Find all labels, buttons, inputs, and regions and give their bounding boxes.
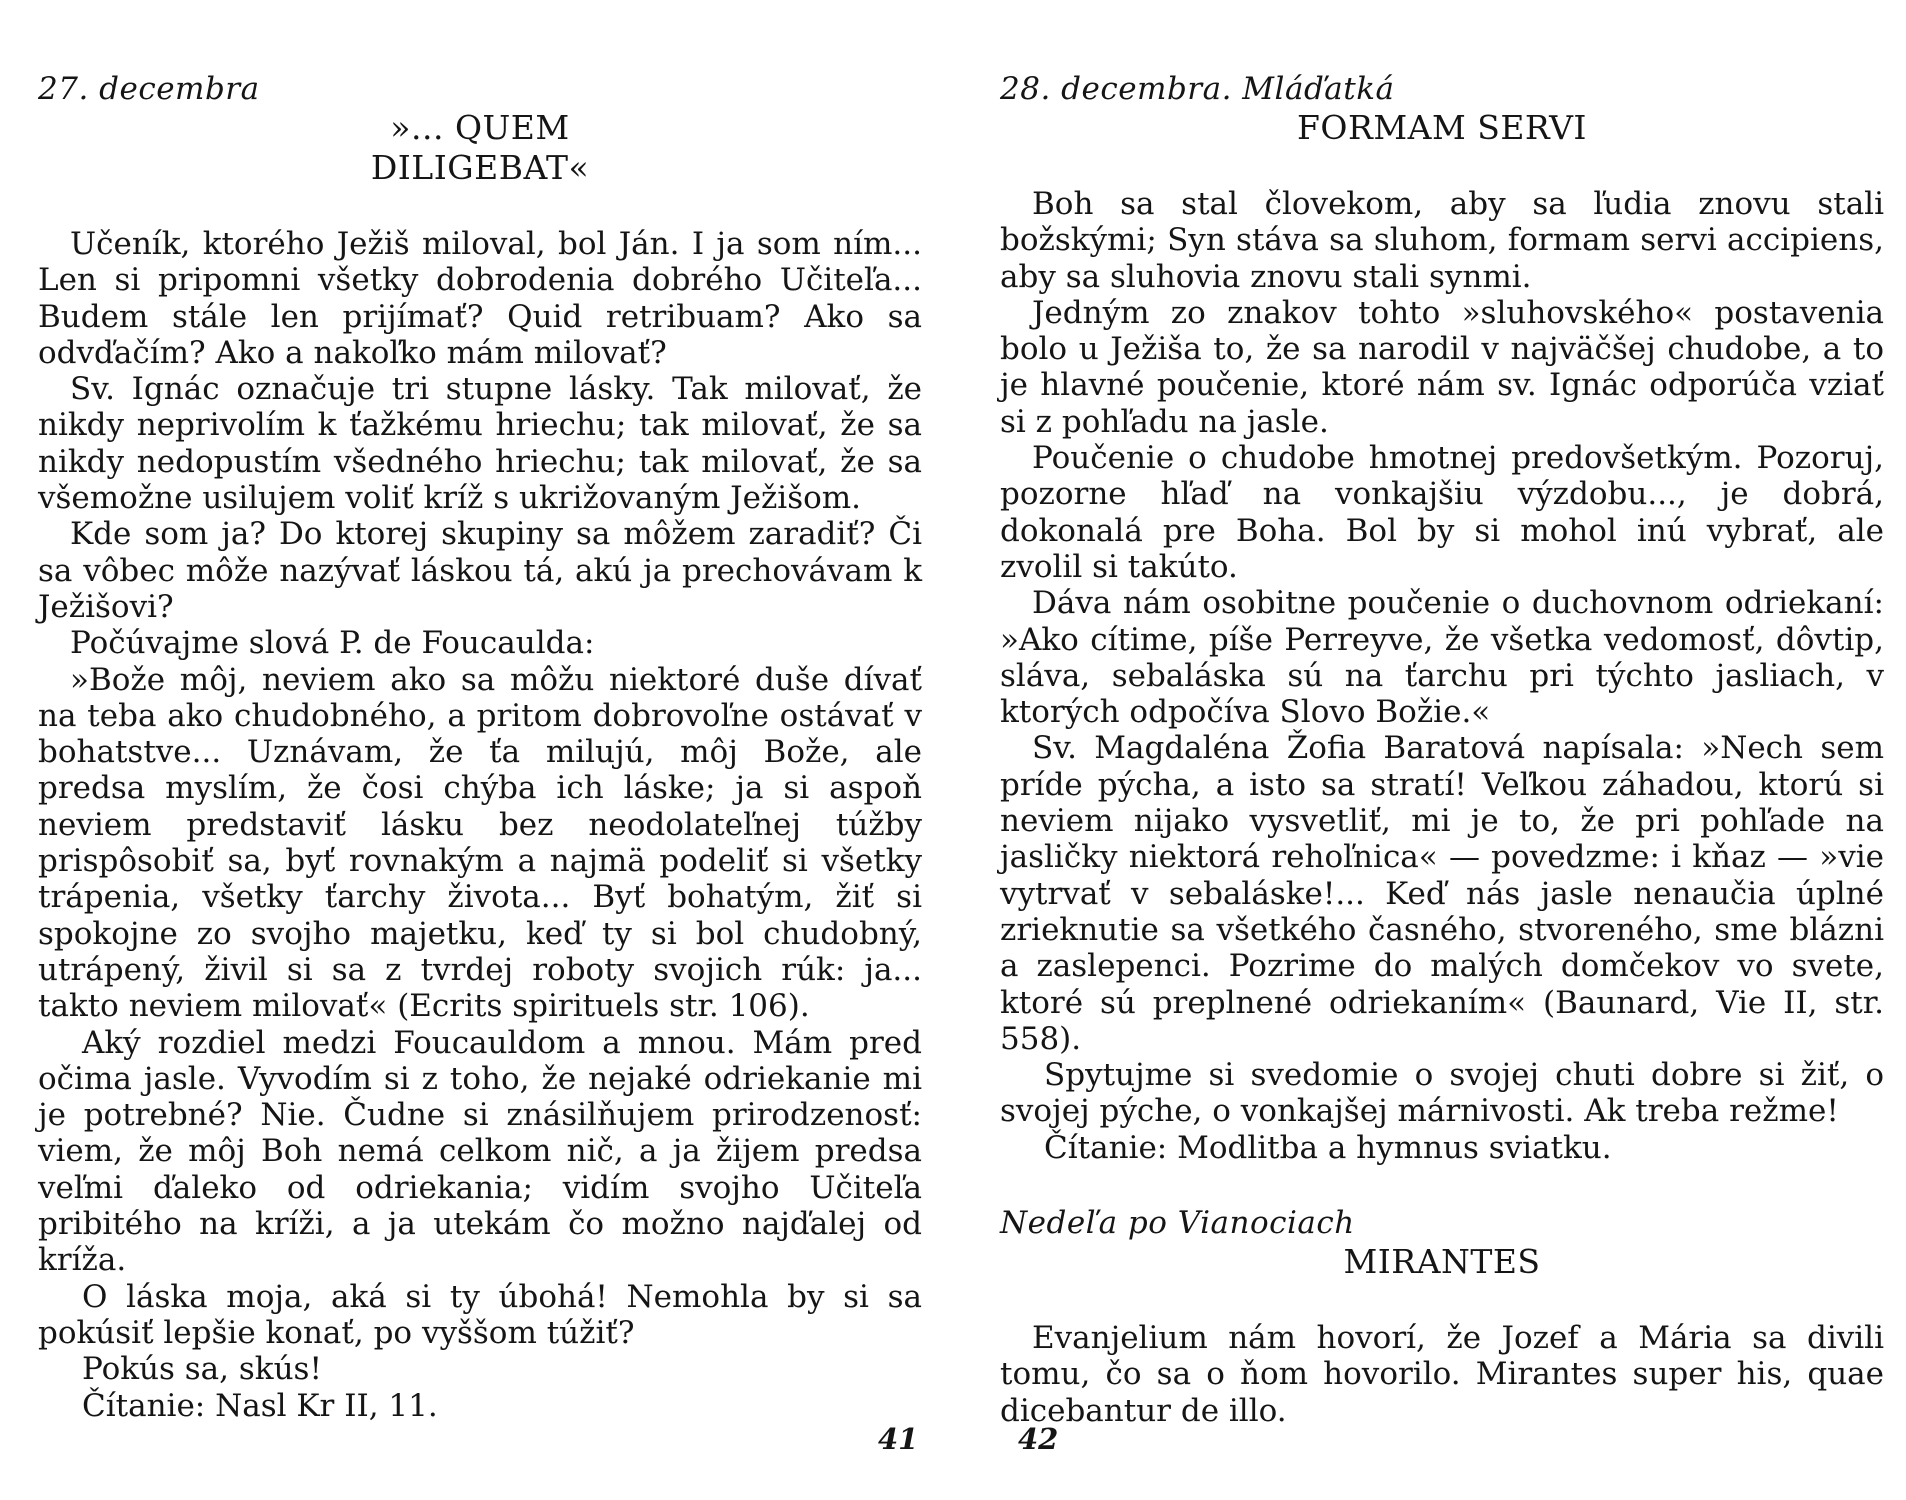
- paragraph: Dáva nám osobitne poučenie o duchovnom odriekaní: »Ako cítime, píše Perreyve, že všetka vedomosť, dôvtip, sláva, sebaláska sú na ťarchu pri týchto jasliach, v ktorých odpočíva Slovo Božie.«: [1000, 585, 1884, 731]
- right-page: [1000, 70, 1884, 1470]
- quotation-paragraph: »Bože môj, neviem ako sa môžu niektoré duše dívať na teba ako chudobného, a pritom dobrovoľne ostávať v bohatstve... Uznávam, že ťa milujú, môj Bože, ale predsa myslím, že čosi chýba ich láske; ja si aspoň neviem predstaviť lásku bez neodolateľnej túžby prispôsobiť sa, byť rovnakým a najmä podeliť si všetky trápenia, všetky ťarchy života... Byť bohatým, žiť si spokojne zo svojho majetku, keď ty si bol chudobný, utrápený, živil si sa z tvrdej roboty svojich rúk: ja... takto neviem milovať« (Ecrits spirituels str. 106).: [38, 661, 922, 1025]
- page-date: 27. decembra: [38, 71, 260, 107]
- section-title: »... QUEM DILIGEBAT«: [370, 108, 590, 187]
- paragraph: Sv. Ignác označuje tri stupne lásky. Tak milovať, že nikdy neprivolím k ťažkému hriechu; tak milovať, že sa nikdy nedopustím všedného hriechu; tak milovať, že sa všemožne usilujem voliť kríž s ukrižovaným Ježišom.: [38, 371, 922, 517]
- paragraph: Aký rozdiel medzi Foucauldom a mnou. Mám pred očima jasle. Vyvodím si z toho, že nejaké odriekanie mi je potrebné? Nie. Čudne si znásilňujem prirodzenosť: viem, že môj Boh nemá celkom nič, a ja žijem predsa veľmi ďaleko od odriekania; vidím svojho Učiteľa pribitého na kríži, a ja utekám čo možno najďalej od kríža.: [38, 1024, 922, 1279]
- left-page: [38, 70, 922, 1470]
- page-date: Nedeľa po Vianociach: [1000, 1205, 1355, 1242]
- section-divider: [1000, 1166, 1884, 1204]
- paragraph: Kde som ja? Do ktorej skupiny sa môžem zaradiť? Či sa vôbec môže nazývať láskou tá, akú ja prechovávam k Ježišovi?: [38, 516, 922, 625]
- paragraph: Evanjelium nám hovorí, že Jozef a Mária sa divili tomu, čo sa o ňom hovorilo. Mirantes super his, quae dicebantur de illo.: [1000, 1320, 1884, 1429]
- page-number: 42: [1018, 1422, 1059, 1456]
- paragraph: Poučenie o chudobe hmotnej predovšetkým. Pozoruj, pozorne hľaď na vonkajšiu výzdobu..., je dobrá, dokonalá pre Boha. Bol by si mohol inú vybrať, ale zvolil si takúto.: [1000, 440, 1884, 585]
- paragraph: Sv. Magdaléna Žofia Baratová napísala: »Nech sem príde pýcha, a isto sa stratí! Veľkou záhadou, ktorú si neviem nijako vysvetliť, mi je to, že pri pohľade na jasličky niektorá rehoľnica« — povedzme: i kňaz — »vie vytrvať v sebaláske!... Keď nás jasle nenaučia úplné zrieknutie sa všetkého časného, stvoreného, sme blázni a zaslepenci. Pozrime do malých domčekov vo svete, ktoré sú preplnené odriekaním« (Baunard, Vie II, str. 558).: [1000, 730, 1884, 1057]
- page-date: 28. decembra. Mláďatká: [1000, 71, 1395, 107]
- section-title: FORMAM SERVI: [1297, 108, 1587, 147]
- paragraph: Boh sa stal človekom, aby sa ľudia znovu stali božskými; Syn stáva sa sluhom, formam servi accipiens, aby sa sluhovia znovu stali synmi.: [1000, 186, 1884, 295]
- reading-reference: Čítanie: Nasl Kr II, 11.: [82, 1387, 438, 1424]
- reading-reference: Čítanie: Modlitba a hymnus sviatku.: [1044, 1129, 1612, 1166]
- paragraph: Jedným zo znakov tohto »sluhovského« postavenia bolo u Ježiša to, že sa narodil v najväčšej chudobe, a to je hlavné poučenie, ktoré nám sv. Ignác odporúča vziať si z pohľadu na jasle.: [1000, 294, 1884, 440]
- paragraph: Počúvajme slová P. de Foucaulda:: [70, 625, 595, 662]
- paragraph: O láska moja, aká si ty úbohá! Nemohla by si sa pokúsiť lepšie konať, po vyššom túžiť?: [38, 1278, 922, 1351]
- paragraph: Spytujme si svedomie o svojej chuti dobre si žiť, o svojej pýche, o vonkajšej márnivosti. Ak treba režme!: [1000, 1057, 1884, 1130]
- paragraph: Pokús sa, skús!: [82, 1351, 322, 1388]
- paragraph: Učeník, ktorého Ježiš miloval, bol Ján. I ja som ním... Len si pripomni všetky dobrodenia dobrého Učiteľa... Budem stále len prijímať? Quid retribuam? Ako sa odvďačím? Ako a nakoľko mám milovať?: [38, 226, 922, 371]
- page-number: 41: [878, 1422, 919, 1456]
- section-title: MIRANTES: [1343, 1242, 1541, 1282]
